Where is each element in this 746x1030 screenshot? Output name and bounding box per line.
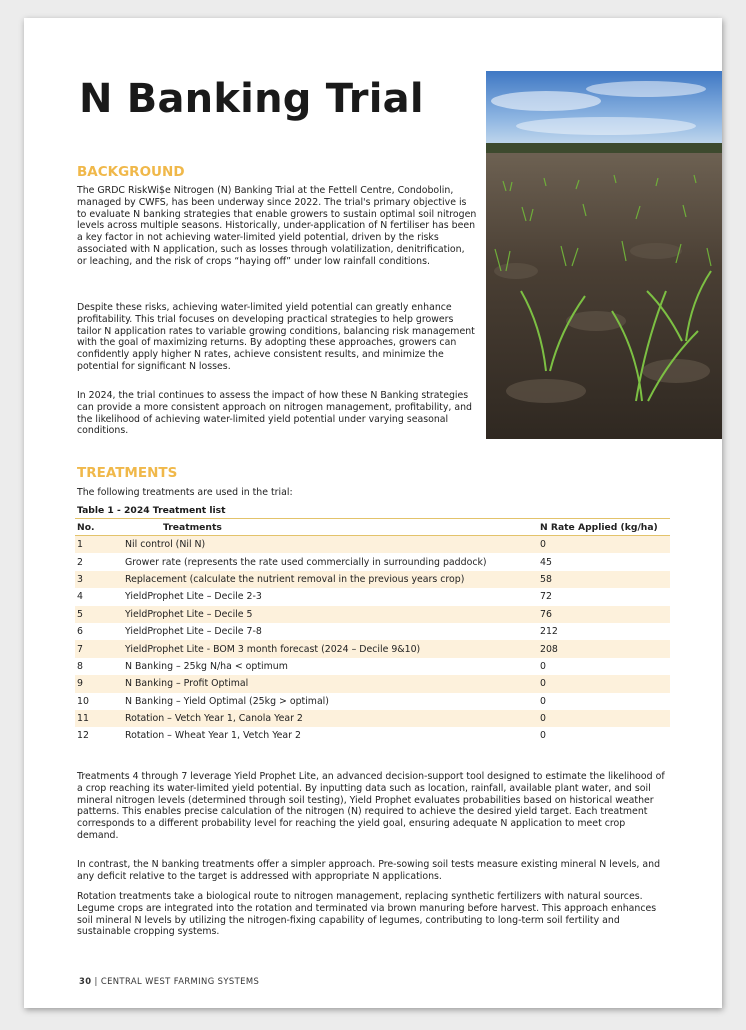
background-paragraph-2: Despite these risks, achieving water-limited yield potential can greatly enhance profitability. This trial focuses on developing practical strategies to help growers tailor N application rates to variable growing conditions, balancing risk management with the goal of maximizing returns. By adopting these approaches, growers can confidently apply higher N rates, achieve consistent results, and minimize the potential for significant N losses. [77, 302, 475, 372]
table-row [75, 536, 670, 554]
document-page [24, 18, 722, 1008]
row-rate: 208 [538, 640, 670, 657]
treatments-paragraph-1: Treatments 4 through 7 leverage Yield Prophet Lite, an advanced decision-support tool designed to estimate the likelihood of a crop reaching its water-limited yield potential. By inputting data such as location, rainfall, available plant water, and soil mineral nitrogen levels (determined through soil testing), Yield Prophet evaluates probabilities based on historical weather patterns. This enables precise calculation of the nitrogen (N) required to achieve the desired yield target. Each treatment corresponds to a different probability level for reaching the yield goal, ensuring adequate N application to meet crop demand. [77, 771, 665, 841]
row-treatment: N Banking – Profit Optimal [123, 675, 538, 692]
table-row [75, 693, 670, 710]
table-row [75, 588, 670, 605]
publication-name: CENTRAL WEST FARMING SYSTEMS [100, 976, 260, 986]
column-header-treatments: Treatments [123, 519, 538, 536]
table-row [75, 553, 670, 570]
row-rate: 0 [540, 660, 546, 672]
row-treatment: YieldProphet Lite – Decile 2-3 [125, 591, 262, 603]
row-treatment: YieldProphet Lite - BOM 3 month forecast (2024 – Decile 9&10) [123, 640, 538, 657]
row-rate: 0 [540, 695, 546, 707]
row-treatment: N Banking – Yield Optimal (25kg > optimal) [125, 695, 329, 707]
table-row [75, 571, 670, 588]
table-row [75, 623, 670, 640]
row-rate: 212 [540, 626, 558, 638]
row-number: 5 [75, 606, 123, 623]
table-row [75, 606, 670, 623]
treatments-paragraph-3: Rotation treatments take a biological route to nitrogen management, replacing synthetic fertilizers with natural sources. Legume crops are integrated into the rotation and terminated via brown manuring before harvest. This approach enhances soil mineral N levels by utilizing the nitrogen-fixing capability of legumes, contributing to long-term soil fertility and sustainable cropping systems. [77, 891, 657, 938]
row-rate: 0 [538, 710, 670, 727]
crop-field-photo [486, 71, 722, 439]
column-header-no: No. [75, 519, 123, 536]
footer-separator: | [94, 976, 98, 986]
row-number: 11 [75, 710, 123, 727]
treatment-table [75, 518, 670, 745]
row-rate: 0 [538, 536, 670, 554]
row-rate: 76 [538, 606, 670, 623]
table-row [75, 675, 670, 692]
row-treatment: Rotation – Wheat Year 1, Vetch Year 2 [125, 730, 301, 742]
treatments-paragraph-2: In contrast, the N banking treatments offer a simpler approach. Pre-sowing soil tests measure existing mineral N levels, and any deficit relative to the target is addressed with appropriate N applications. [77, 859, 661, 882]
column-header-n-rate: N Rate Applied (kg/ha) [538, 519, 670, 536]
row-rate: 0 [540, 730, 546, 742]
row-treatment: N Banking – 25kg N/ha < optimum [125, 660, 288, 672]
row-rate: 45 [540, 556, 552, 568]
row-number: 12 [77, 730, 89, 742]
table-caption: Table 1 - 2024 Treatment list [77, 505, 226, 516]
row-number: 1 [75, 536, 123, 554]
row-rate: 72 [540, 591, 552, 603]
row-rate: 0 [538, 675, 670, 692]
row-treatment: Grower rate (represents the rate used commercially in surrounding paddock) [125, 556, 487, 568]
background-paragraph-3: In 2024, the trial continues to assess the impact of how these N Banking strategies can provide a more consistent approach on nitrogen management, profitability, and the likelihood of achieving water-limited yield potential under varying seasonal conditions. [77, 390, 473, 437]
background-heading: BACKGROUND [77, 164, 185, 180]
treatments-intro: The following treatments are used in the trial: [77, 487, 293, 498]
treatments-heading: TREATMENTS [77, 465, 178, 481]
row-number: 6 [77, 626, 83, 638]
page-title: N Banking Trial [79, 76, 424, 122]
row-number: 8 [77, 660, 83, 672]
row-rate: 58 [538, 571, 670, 588]
table-row [75, 640, 670, 657]
row-number: 2 [77, 556, 83, 568]
row-number: 4 [77, 591, 83, 603]
table-header-row [75, 519, 670, 536]
table-row [75, 710, 670, 727]
row-treatment: YieldProphet Lite – Decile 5 [123, 606, 538, 623]
page-footer [79, 976, 259, 986]
row-number: 7 [75, 640, 123, 657]
table-row [75, 658, 670, 675]
page-number: 30 [79, 976, 92, 986]
row-number: 9 [75, 675, 123, 692]
background-paragraph-1: The GRDC RiskWi$e Nitrogen (N) Banking Trial at the Fettell Centre, Condobolin, managed by CWFS, has been underway since 2022. The trial's primary objective is to evaluate N banking strategies that enable growers to sustain optimal soil nitrogen levels across multiple seasons. Historically, under-application of N fertiliser has been a key factor in not achieving water-limited yield potential, driven by the risks associated with N application, such as losses through volatilization, denitrification, or leaching, and the risk of crops “haying off” under low rainfall conditions. [77, 185, 477, 267]
row-treatment: YieldProphet Lite – Decile 7-8 [125, 626, 262, 638]
row-treatment: Replacement (calculate the nutrient removal in the previous years crop) [123, 571, 538, 588]
crop-field-image [486, 71, 722, 439]
row-treatment: Rotation – Vetch Year 1, Canola Year 2 [123, 710, 538, 727]
table-row [75, 727, 670, 744]
row-number: 3 [75, 571, 123, 588]
row-treatment: Nil control (Nil N) [123, 536, 538, 554]
row-number: 10 [77, 695, 89, 707]
